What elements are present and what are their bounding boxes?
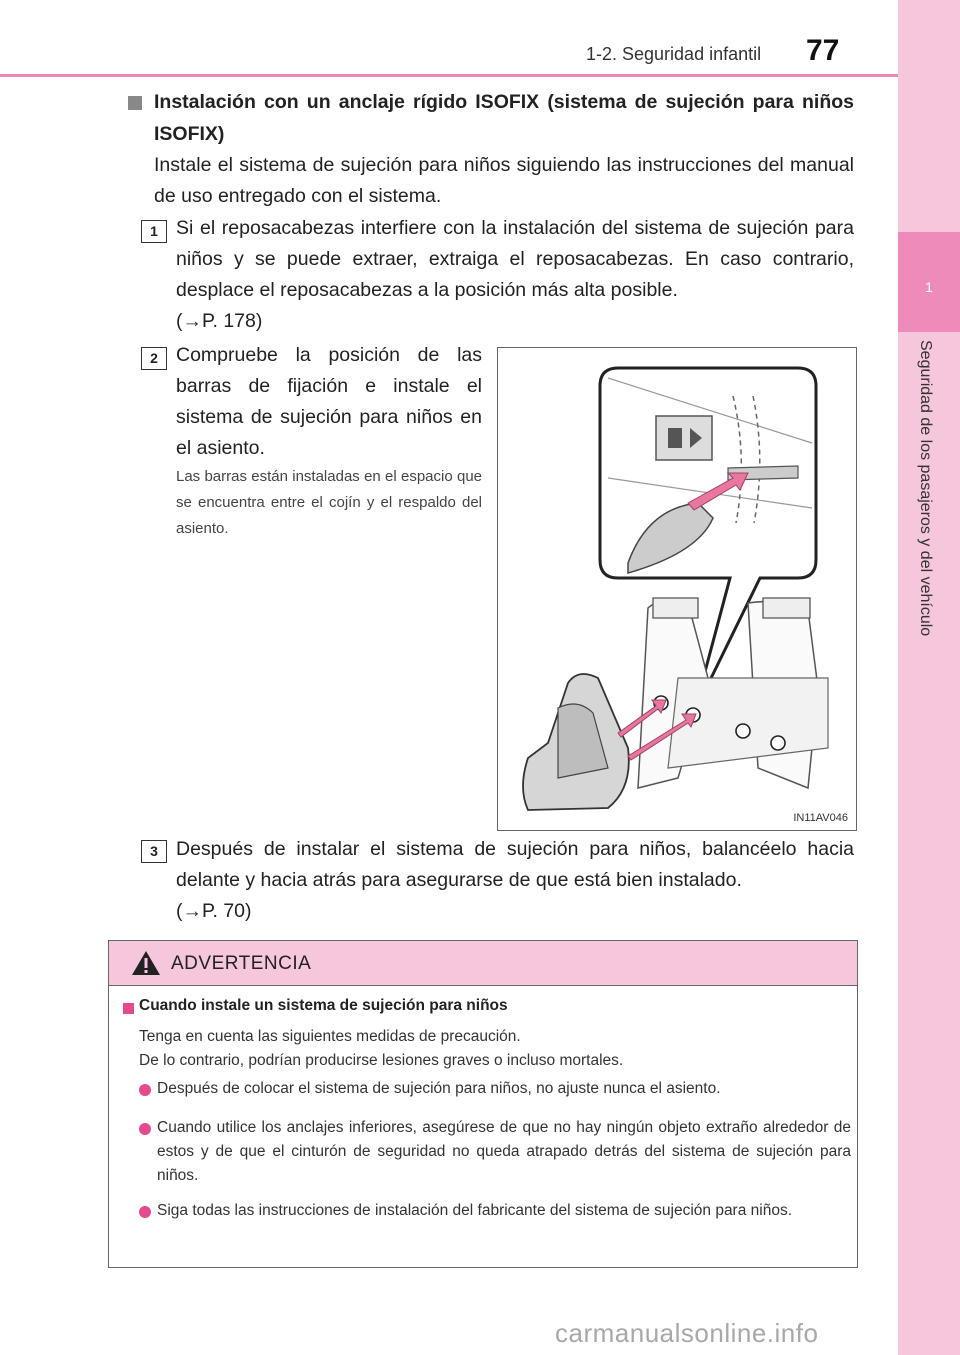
isofix-illustration bbox=[498, 348, 856, 830]
warning-item-3: Siga todas las instrucciones de instalación del fabricante del sistema de sujeción para niños. bbox=[157, 1202, 793, 1219]
warning-box bbox=[108, 940, 858, 1268]
heading-bullet-icon bbox=[128, 96, 142, 110]
warning-item-1-bullet-icon bbox=[139, 1084, 151, 1096]
watermark-link[interactable]: carmanualsonline.info bbox=[555, 1318, 819, 1348]
warning-title: ADVERTENCIA bbox=[171, 953, 312, 974]
step-3-text: Después de instalar el sistema de sujeción para niños, balancéelo hacia delante y hacia atrás para asegurarse de que está bien instalado. bbox=[176, 838, 854, 891]
step-1-number: 1 bbox=[141, 220, 167, 243]
isofix-installation-figure bbox=[497, 347, 857, 831]
warning-bullet-icon bbox=[123, 1003, 134, 1014]
figure-code: IN11AV046 bbox=[793, 812, 848, 824]
page-number: 77 bbox=[806, 34, 840, 67]
warning-item-2-bullet-icon bbox=[139, 1123, 151, 1135]
header-section-title: 1-2. Seguridad infantil bbox=[586, 44, 762, 64]
header-divider bbox=[0, 74, 898, 77]
step-2-number: 2 bbox=[141, 347, 167, 370]
step-3-number: 3 bbox=[141, 840, 167, 863]
section-heading: Instalación con un anclaje rígido ISOFIX (sistema de sujeción para niños ISOFIX) bbox=[154, 91, 854, 145]
warning-triangle-icon bbox=[131, 949, 161, 977]
intro-paragraph: Instale el sistema de sujeción para niños siguiendo las instrucciones del manual de uso entregado con el sistema. bbox=[154, 154, 854, 207]
step-1-text: Si el reposacabezas interfiere con la instalación del sistema de sujeción para niños y se puede extraer, extraiga el reposacabezas. En caso contrario, desplace el reposacabezas a la posición más alta posible. bbox=[176, 217, 854, 301]
isofix-label-tag bbox=[656, 416, 712, 460]
warning-item-2: Cuando utilice los anclajes inferiores, asegúrese de que no hay ningún objeto extraño alrededor de estos y de que el cinturón de seguridad no queda atrapado detrás del sistema de sujeción para niños. bbox=[157, 1119, 851, 1184]
warning-item-3-bullet-icon bbox=[139, 1206, 151, 1218]
warning-subheading: Cuando instale un sistema de sujeción para niños bbox=[139, 997, 508, 1014]
step-1-reference-link[interactable]: (→P. 178) bbox=[176, 310, 263, 332]
warning-item-1: Después de colocar el sistema de sujeción para niños, no ajuste nunca el asiento. bbox=[157, 1080, 721, 1097]
step-3-reference-link[interactable]: (→P. 70) bbox=[176, 900, 252, 922]
chapter-label: Seguridad de los pasajeros y del vehículo bbox=[917, 340, 934, 637]
warning-line-1: Tenga en cuenta las siguientes medidas de precaución. bbox=[139, 1028, 521, 1045]
step-2-note: Las barras están instaladas en el espacio que se encuentra entre el cojín y el respaldo del asiento. bbox=[176, 468, 482, 537]
warning-line-2: De lo contrario, podrían producirse lesiones graves o incluso mortales. bbox=[139, 1052, 624, 1069]
warning-header bbox=[109, 941, 857, 986]
step-2-text: Compruebe la posición de las barras de fijación e instale el sistema de sujeción para niños en el asiento. bbox=[176, 344, 482, 459]
chapter-number: 1 bbox=[925, 279, 933, 295]
